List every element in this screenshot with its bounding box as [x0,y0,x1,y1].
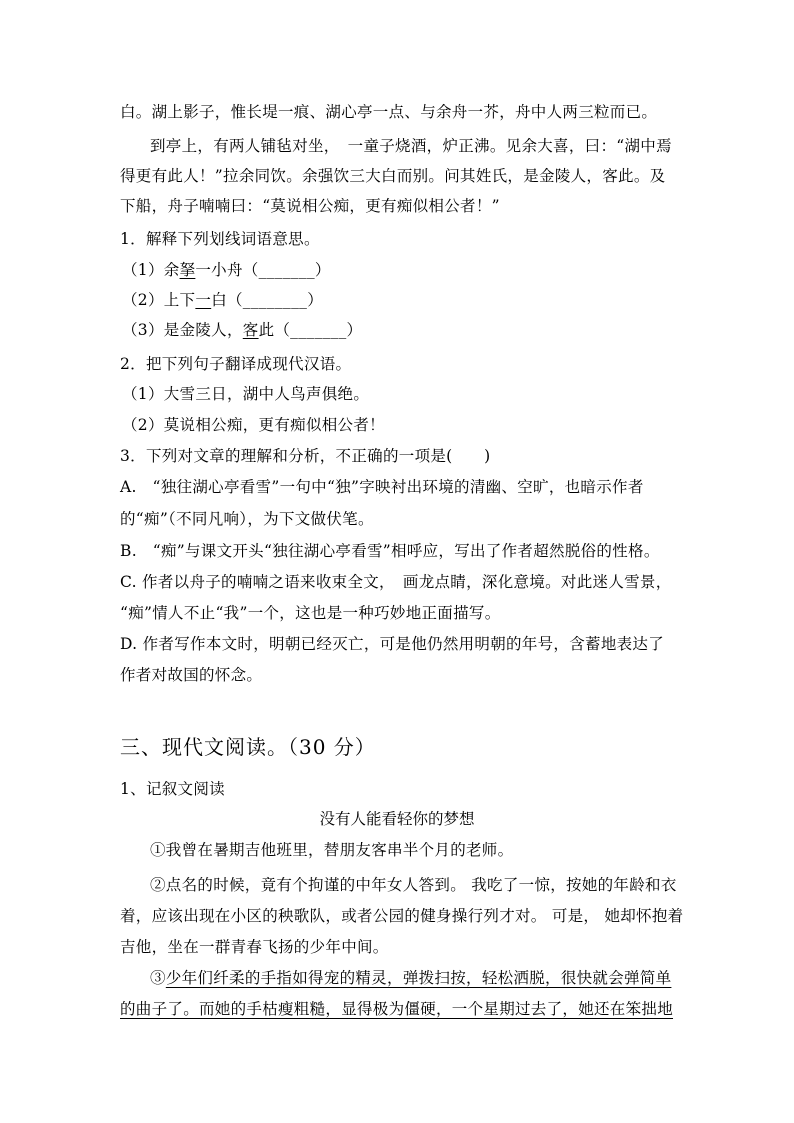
question-2-stem: 2．把下列句子翻译成现代汉语。 [120,355,352,373]
question-1-item-1 [122,260,331,280]
question-1-item-3 [122,320,362,340]
option-b: B. “痴”与课文开头“独往湖心亭看雪”相呼应，写出了作者超然脱俗的性格。 [120,542,660,560]
underlined-word: 一 [195,291,212,309]
option-a-line-1: A. “独往湖心亭看雪”一句中“独”字映衬出环境的清幽、空旷，也暗示作者 [120,478,644,496]
option-c-line-1: C. 作者以舟子的喃喃之语来收束全文， 画龙点睛，深化意境。对此迷人雪景， [120,573,672,591]
underlined-word: 客 [242,321,259,339]
paragraph-1: ①我曾在暑期吉他班里，替朋友客串半个月的老师。 [150,841,514,859]
paragraph-2-line-2: 着，应该出现在小区的秧歌队，或者公园的健身操行列才对。 可是， 她却怀抱着 [120,907,684,925]
item-prefix: （1）余 [122,261,180,279]
subsection-label: 1、记叙文阅读 [120,780,225,798]
underlined-word: 拏 [179,261,196,279]
question-2-item-1: （1）大雪三日，湖中人鸟声俱绝。 [122,385,370,403]
question-3-stem: 3．下列对文章的理解和分析，不正确的一项是( ) [120,447,491,465]
item-suffix: 此（_______） [258,321,363,339]
passage-line: 得更有此人！”拉余同饮。余强饮三大白而别。问其姓氏，是金陵人，客此。及 [120,167,666,185]
option-a-line-2: 的“痴”（不同凡响），为下文做伏笔。 [120,510,374,528]
passage-line: 下船，舟子喃喃曰：“莫说相公痴，更有痴似相公者！” [120,197,500,215]
question-1-stem: 1．解释下列划线词语意思。 [120,230,320,248]
passage-line: 到亭上，有两人铺毡对坐， 一童子烧酒，炉正沸。见余大喜，曰：“湖中焉 [150,137,672,155]
item-suffix: 白（________） [211,291,323,309]
section-heading: 三、现代文阅读。（30 分） [120,735,376,759]
paragraph-2-line-1: ②点名的时候，竟有个拘谨的中年女人答到。 我吃了一惊，按她的年龄和衣 [150,876,677,894]
item-prefix: （3）是金陵人， [122,321,243,339]
article-title: 没有人能看轻你的梦想 [319,810,475,828]
question-1-item-2 [122,290,323,310]
option-d-line-2: 作者对故国的怀念。 [120,666,263,684]
passage-line: 白。湖上影子，惟长堤一痕、湖心亭一点、与余舟一芥，舟中人两三粒而已。 [120,103,658,121]
paragraph-3-line-1 [150,968,671,988]
paragraph-2-line-3: 吉他，坐在一群青春飞扬的少年中间。 [120,938,389,956]
underlined-sentence: 少年们纤柔的手指如得宠的精灵，弹拨扫按，轻松洒脱，很快就会弹简单 [165,969,672,987]
paragraph-3-line-2 [120,999,673,1019]
option-c-line-2: “痴”情人不止“我”一个，这也是一种巧妙地正面描写。 [120,604,501,622]
underlined-sentence: 的曲子了。而她的手枯瘦粗糙，显得极为僵硬，一个星期过去了，她还在笨拙地 [120,1000,674,1018]
item-suffix: 一小舟（_______） [195,261,331,279]
item-prefix: （2）上下 [122,291,196,309]
paragraph-number: ③ [150,969,166,987]
option-d-line-1: D. 作者写作本文时，明朝已经灭亡，可是他仍然用明朝的年号，含蓄地表达了 [120,635,665,653]
question-2-item-2: （2）莫说相公痴，更有痴似相公者！ [122,416,385,434]
